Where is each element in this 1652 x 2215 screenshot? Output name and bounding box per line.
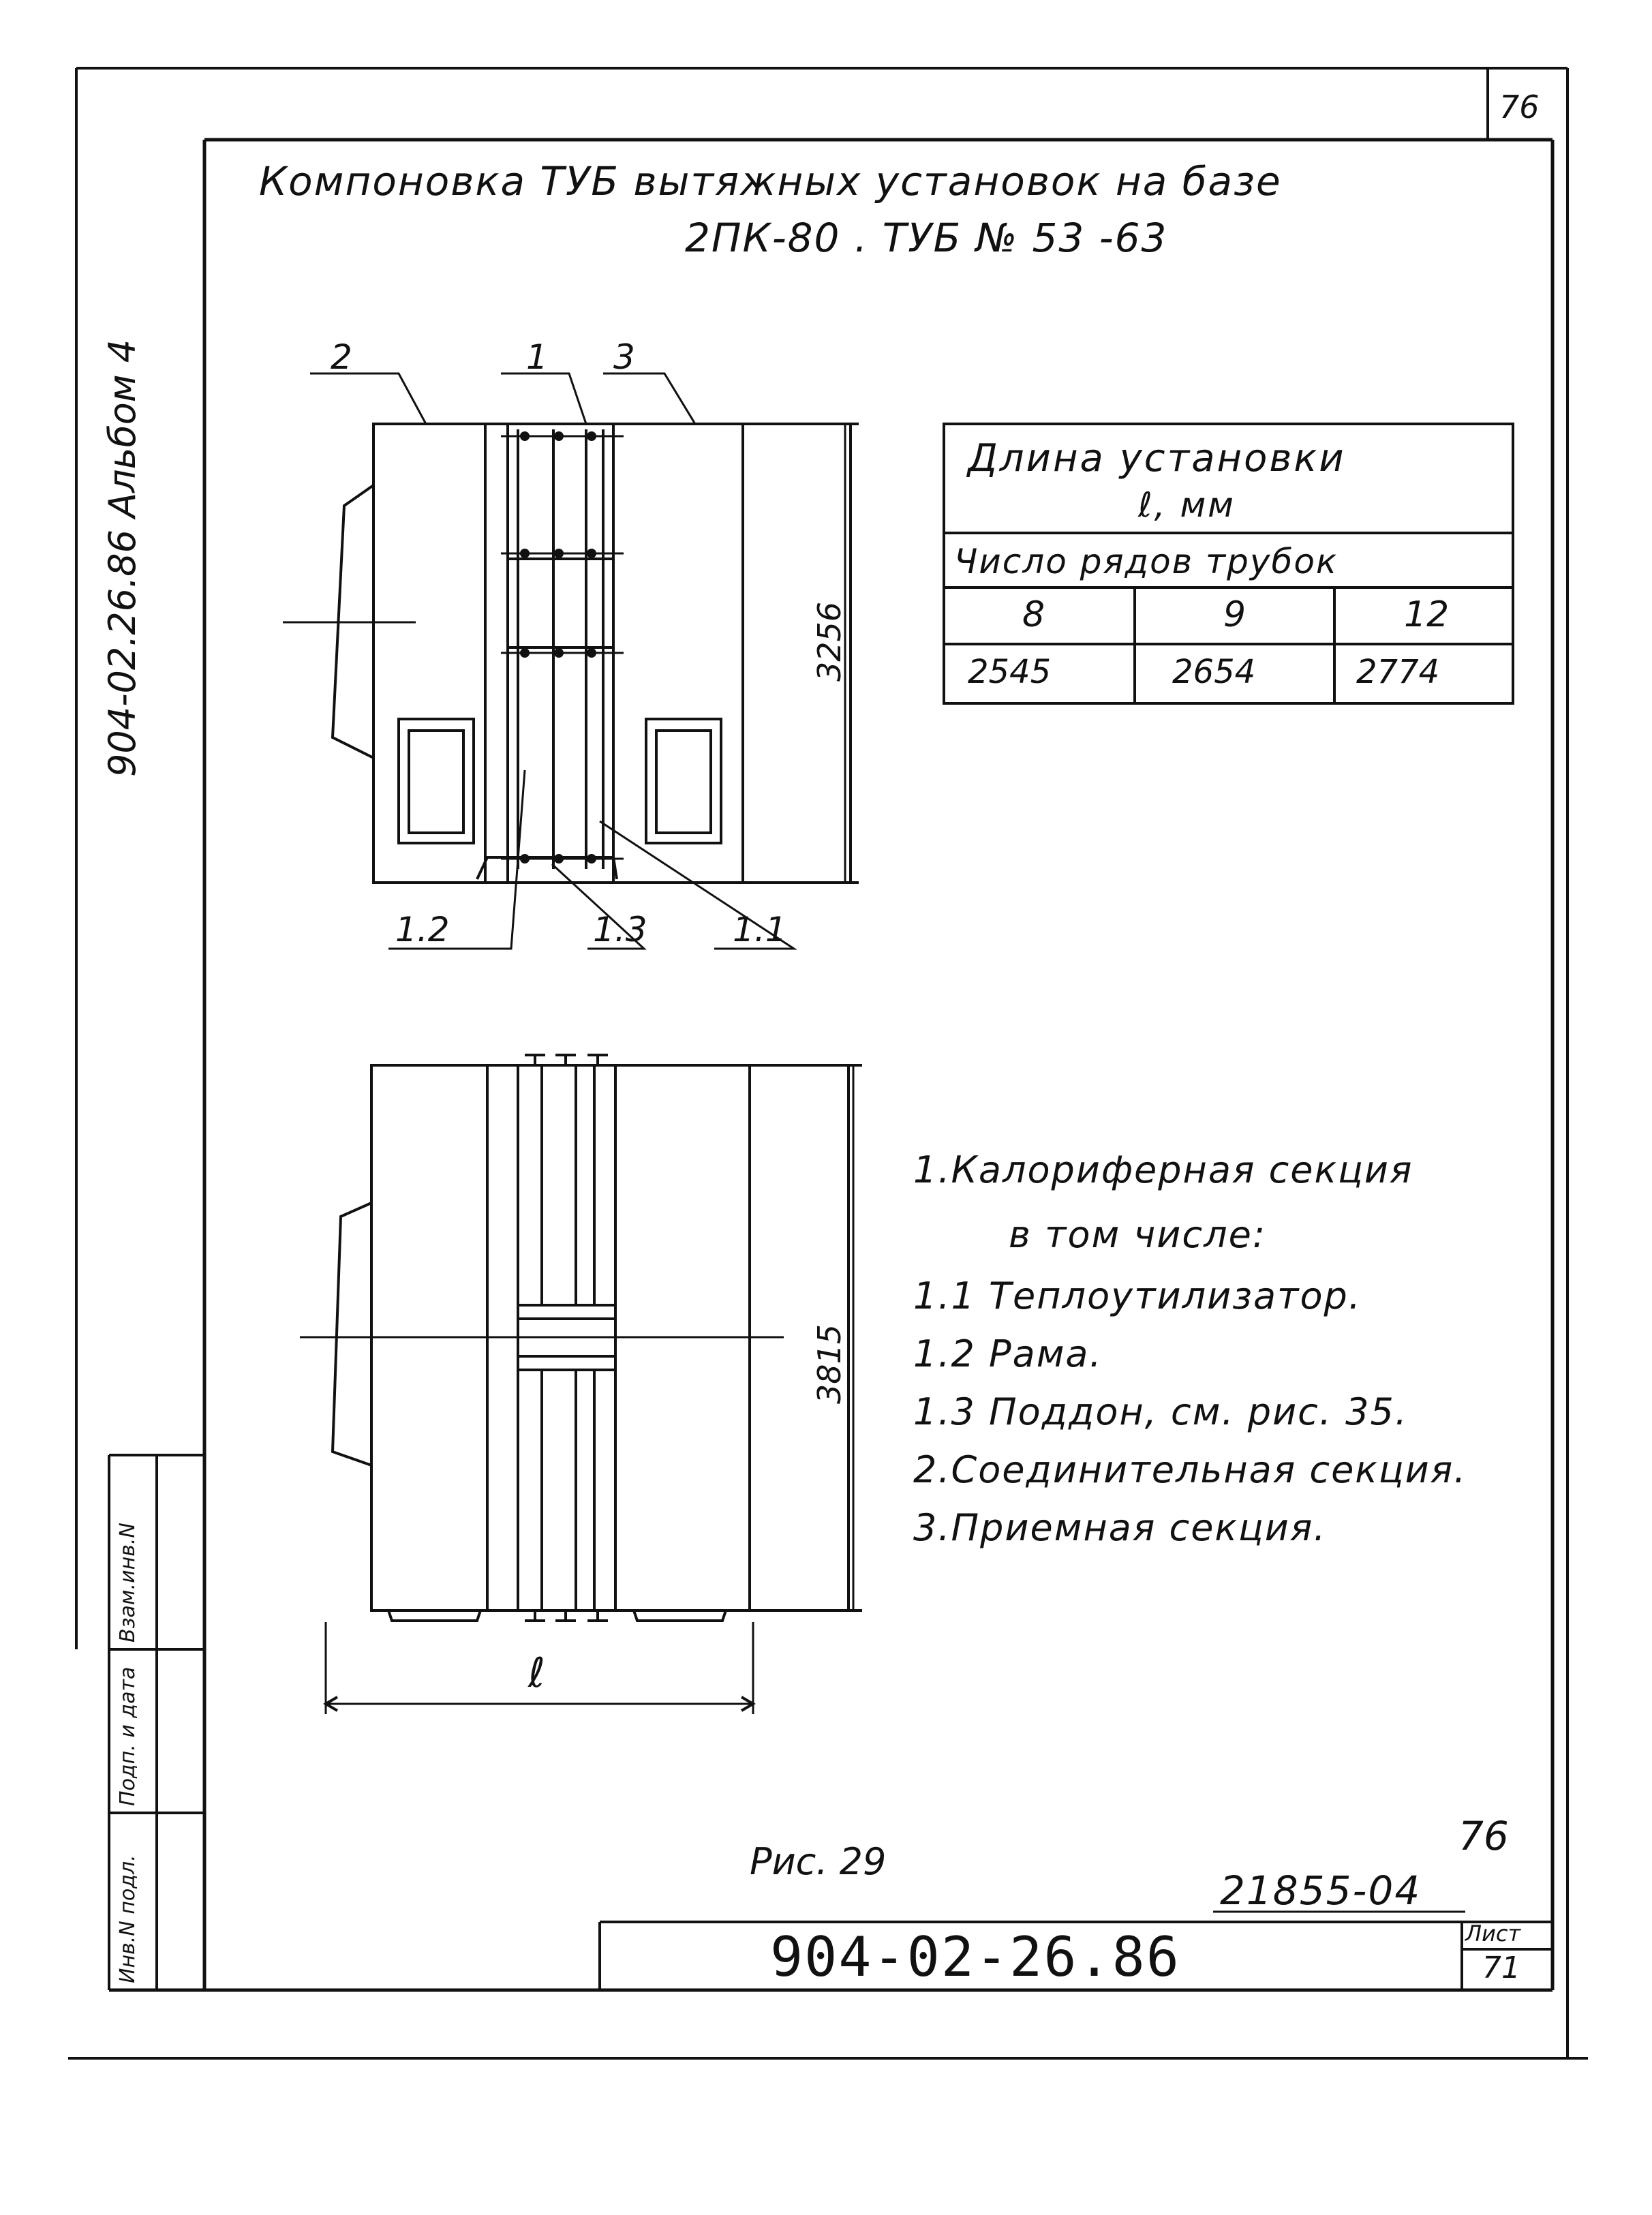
archive-number: 21855-04 bbox=[1220, 1867, 1422, 1914]
frame-lines bbox=[68, 68, 1588, 2058]
callout-1-1: 1.1 bbox=[733, 910, 787, 949]
dimension-bottom-height: 3815 bbox=[811, 1324, 848, 1404]
title-line-1: Компоновка ТУБ вытяжных установок на базе bbox=[259, 158, 1282, 204]
dimension-length: ℓ bbox=[528, 1649, 545, 1697]
bottom-view bbox=[300, 1055, 862, 1714]
table-val-12: 2774 bbox=[1356, 653, 1440, 691]
legend-item-5: 1.3 Поддон, см. рис. 35. bbox=[913, 1390, 1409, 1433]
callout-2: 2 bbox=[331, 337, 352, 377]
legend-item-7: 3.Приемная секция. bbox=[913, 1506, 1327, 1549]
table-header-2: ℓ, мм bbox=[1138, 485, 1236, 525]
legend-item-1: 1.Калориферная секция bbox=[913, 1148, 1413, 1191]
legend-item-2: в том числе: bbox=[1009, 1213, 1267, 1256]
table-val-8: 2545 bbox=[968, 653, 1052, 691]
table-val-9: 2654 bbox=[1172, 653, 1256, 691]
table-col-9: 9 bbox=[1223, 594, 1246, 635]
table-col-8: 8 bbox=[1022, 594, 1045, 635]
side-stamp-inv: Инв.N подл. bbox=[116, 1854, 140, 1983]
legend-item-4: 1.2 Рама. bbox=[913, 1332, 1103, 1375]
callout-1: 1 bbox=[526, 337, 548, 377]
table-subheader: Число рядов трубок bbox=[954, 542, 1339, 581]
top-view bbox=[283, 424, 859, 883]
dimension-top-height: 3256 bbox=[811, 601, 848, 682]
callout-3: 3 bbox=[613, 337, 635, 377]
table-col-12: 12 bbox=[1404, 594, 1450, 635]
stamp-sheet-number: 71 bbox=[1482, 1951, 1520, 1985]
side-text: 904-02.26.86 Альбом 4 bbox=[101, 339, 144, 777]
page-number-top: 76 bbox=[1499, 89, 1540, 125]
table-header-1: Длина установки bbox=[968, 436, 1346, 480]
side-stamp-sign: Подп. и дата bbox=[116, 1666, 140, 1806]
side-stamp-replace: Взам.инв.N bbox=[116, 1523, 140, 1643]
legend-item-3: 1.1 Теплоутилизатор. bbox=[913, 1274, 1362, 1317]
callout-1-3: 1.3 bbox=[593, 910, 647, 949]
callout-1-2: 1.2 bbox=[395, 910, 450, 949]
page-number-bottom: 76 bbox=[1458, 1813, 1509, 1859]
legend-item-6: 2.Соединительная секция. bbox=[913, 1448, 1467, 1491]
title-line-2: 2ПК-80 . ТУБ № 53 -63 bbox=[685, 215, 1168, 261]
stamp-sheet-label: Лист bbox=[1465, 1921, 1521, 1946]
figure-caption: Рис. 29 bbox=[750, 1840, 887, 1883]
stamp-code: 904-02-26.86 bbox=[770, 1925, 1180, 1989]
